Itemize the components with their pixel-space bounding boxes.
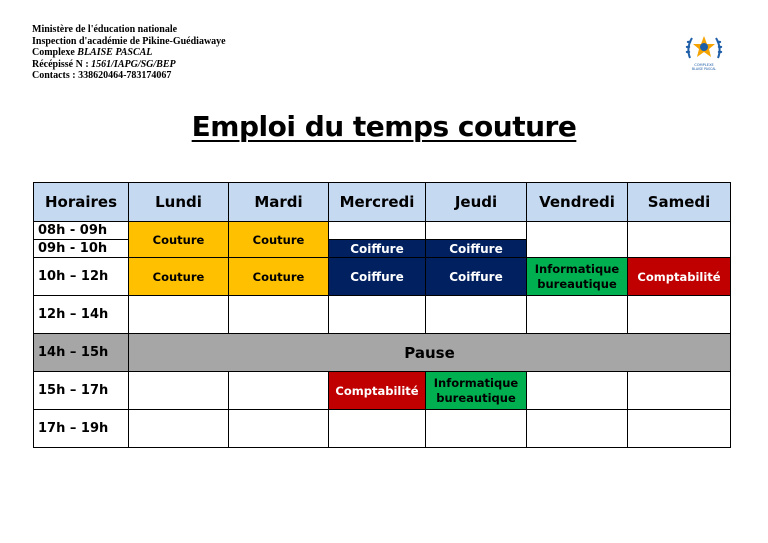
empty-cell [628, 372, 731, 410]
empty-cell [229, 372, 329, 410]
course-cell-comptabilite: Comptabilité [329, 372, 426, 410]
course-cell-coiffure: Coiffure [426, 258, 527, 296]
time-slot: 14h – 15h [34, 334, 129, 372]
empty-cell [628, 222, 731, 258]
header-mercredi: Mercredi [329, 183, 426, 222]
time-slot: 08h - 09h [34, 222, 129, 240]
table-header-row [34, 183, 731, 222]
empty-cell [527, 410, 628, 448]
empty-cell [329, 410, 426, 448]
course-cell-coiffure: Coiffure [329, 258, 426, 296]
time-slot: 17h – 19h [34, 410, 129, 448]
course-cell-informatique: Informatique bureautique [426, 372, 527, 410]
table-row [34, 258, 731, 296]
course-cell-couture: Couture [229, 222, 329, 258]
ministry-line: Ministère de l'éducation nationale [32, 24, 178, 35]
empty-cell [229, 410, 329, 448]
svg-text:BLAISE PASCAL: BLAISE PASCAL [691, 67, 717, 71]
table-row [34, 222, 731, 240]
empty-cell [129, 372, 229, 410]
empty-cell [329, 296, 426, 334]
header-lundi: Lundi [129, 183, 229, 222]
empty-cell [229, 296, 329, 334]
empty-cell [426, 410, 527, 448]
school-header [32, 24, 226, 82]
table-row [34, 372, 731, 410]
course-cell-informatique: Informatique bureautique [527, 258, 628, 296]
page-title: Emploi du temps couture [191, 110, 577, 143]
table-row [34, 334, 731, 372]
empty-cell [426, 222, 527, 240]
empty-cell [628, 410, 731, 448]
course-cell-couture: Couture [129, 222, 229, 258]
receipt-line: Récépissé N : 1561/IAPG/SG/BEP [32, 58, 176, 70]
time-slot: 09h - 10h [34, 240, 129, 258]
header-horaires: Horaires [34, 183, 129, 222]
inspection-line: Inspection d'académie de Pikine-Guédiawaye [32, 35, 226, 47]
pause-cell: Pause [129, 334, 731, 372]
header-mardi: Mardi [229, 183, 329, 222]
empty-cell [527, 296, 628, 334]
table-row [34, 296, 731, 334]
empty-cell [628, 296, 731, 334]
empty-cell [426, 296, 527, 334]
course-cell-couture: Couture [129, 258, 229, 296]
empty-cell [129, 296, 229, 334]
svg-text:COMPLEXE: COMPLEXE [694, 63, 714, 67]
empty-cell [329, 222, 426, 240]
empty-cell [527, 372, 628, 410]
time-slot: 12h – 14h [34, 296, 129, 334]
empty-cell [527, 222, 628, 258]
empty-cell [129, 410, 229, 448]
header-jeudi: Jeudi [426, 183, 527, 222]
schedule-table [33, 182, 731, 448]
table-row [34, 410, 731, 448]
time-slot: 15h – 17h [34, 372, 129, 410]
school-name-line: Complexe BLAISE PASCAL [32, 47, 153, 58]
contacts-line: Contacts : 338620464-783174067 [32, 70, 172, 81]
course-cell-coiffure: Coiffure [426, 240, 527, 258]
time-slot: 10h – 12h [34, 258, 129, 296]
course-cell-coiffure: Coiffure [329, 240, 426, 258]
header-samedi: Samedi [628, 183, 731, 222]
course-cell-couture: Couture [229, 258, 329, 296]
course-cell-comptabilite: Comptabilité [628, 258, 731, 296]
school-crest-logo [676, 28, 732, 78]
header-vendredi: Vendredi [527, 183, 628, 222]
